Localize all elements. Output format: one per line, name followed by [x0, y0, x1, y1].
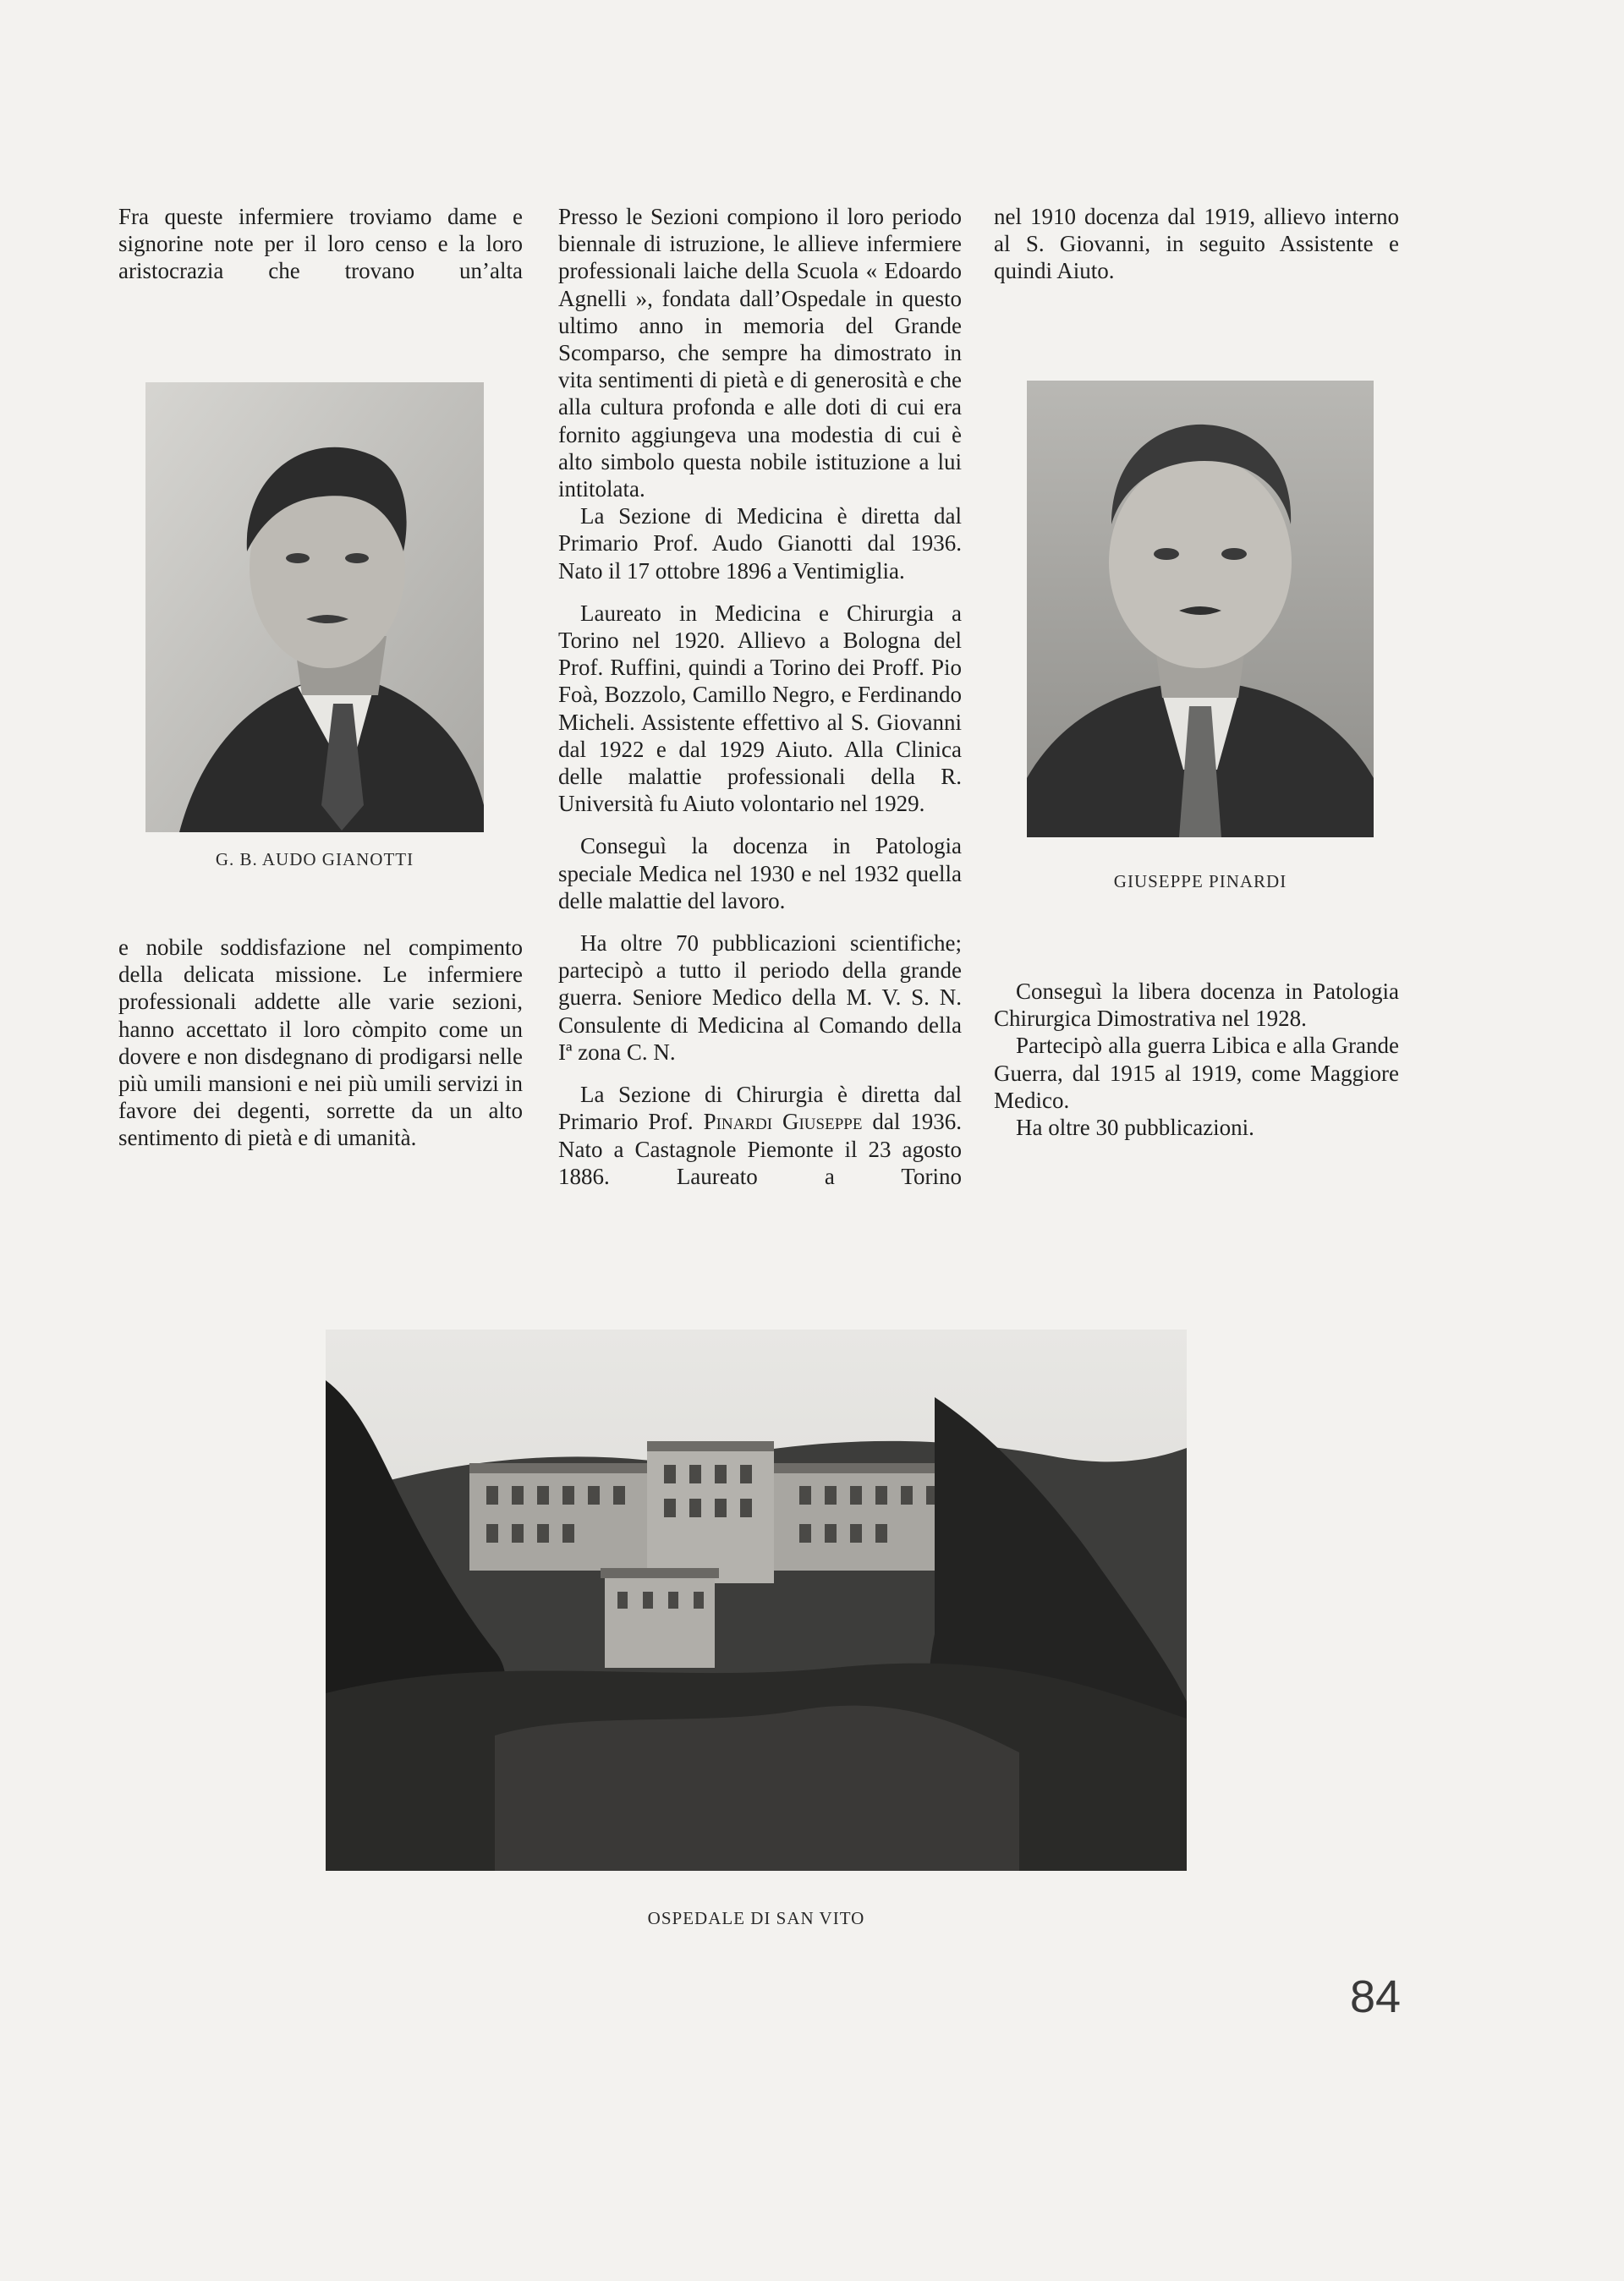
caption-giuseppe-pinardi: GIUSEPPE PINARDI: [1113, 871, 1287, 891]
column-2: [558, 203, 962, 1190]
column-1-top: [118, 203, 523, 285]
column-1-bottom: [118, 934, 523, 1152]
col3-paragraph-3: Ha oltre 30 pubblicazioni.: [1016, 1115, 1254, 1141]
col3-paragraph-1: Conseguì la libera docenza in Patologia Chirurgica Dimostrativa nel 1928.: [994, 979, 1399, 1032]
col1-top-text: Fra queste infermiere troviamo dame e signorine note per il loro censo e la loro aristocrazia che trovano un’alta: [118, 204, 523, 284]
photo-ospedale-san-vito: [326, 1330, 1187, 1871]
page-number: 84: [1350, 1971, 1402, 2022]
col2-paragraph-6: [558, 1081, 962, 1190]
col1-bottom-text: e nobile soddisfazione nel compimento della delicata missione. Le infermiere professionali addette alle varie sezioni, hanno accettato il loro còmpito come un dovere e non disdegnano di prodigarsi nelle più umili mansioni e nei più umili servizi in favore dei degenti, sorrette da un alto sentimento di pietà e di umanità.: [118, 935, 523, 1151]
portrait-giuseppe-pinardi: [1027, 381, 1374, 837]
portrait-gianotti-image: [145, 382, 484, 832]
col3-top-text: nel 1910 docenza dal 1919, allievo interno al S. Giovanni, in seguito Assistente e quindi Aiuto.: [994, 204, 1399, 284]
col2-paragraph-4: Conseguì la docenza in Patologia speciale Medica nel 1930 e nel 1932 quella delle malattie del lavoro.: [558, 833, 962, 913]
col2-paragraph-5: Ha oltre 70 pubblicazioni scientifiche; partecipò a tutto il periodo della grande guerra. Seniore Medico della M. V. S. N. Consulente di Medicina al Comando della Iª zona C. N.: [558, 930, 962, 1065]
col2-p6-start: La Sezione di Chirurgia è diretta dal Primario Prof.: [558, 1082, 962, 1135]
col3-paragraph-2: Partecipò alla guerra Libica e alla Grande Guerra, dal 1915 al 1919, come Maggiore Medico.: [994, 1033, 1399, 1113]
col2-p6-name: Pinardi Giuseppe: [703, 1109, 863, 1135]
portrait-audo-gianotti: [145, 382, 484, 832]
hospital-landscape-image: [326, 1330, 1187, 1871]
column-3-bottom: [994, 978, 1399, 1141]
column-3-top: [994, 203, 1399, 285]
col2-paragraph-2: La Sezione di Medicina è diretta dal Primario Prof. Audo Gianotti dal 1936. Nato il 17 ottobre 1896 a Ventimiglia.: [558, 503, 962, 584]
col2-p6-end: dal 1936. Nato a Castagnole Piemonte il 23 agosto 1886. Laureato a Torino: [558, 1109, 962, 1189]
caption-audo-gianotti: G. B. AUDO GIANOTTI: [215, 849, 414, 869]
col2-paragraph-3: Laureato in Medicina e Chirurgia a Torino nel 1920. Allievo a Bologna del Prof. Ruffini, quindi a Torino dei Proff. Pio Foà, Bozzolo, Camillo Negro, e Ferdinando Micheli. Assistente effettivo al S. Giovanni dal 1922 e dal 1929 Aiuto. Alla Clinica delle malattie professionali della R. Università fu Aiuto volontario nel 1929.: [558, 600, 962, 817]
caption-ospedale-san-vito: OSPEDALE DI SAN VITO: [647, 1908, 865, 1928]
col2-paragraph-1: Presso le Sezioni compiono il loro periodo biennale di istruzione, le allieve infermiere professionali laiche della Scuola « Edoardo Agnelli », fondata dall’Ospedale in questo ultimo anno in memoria del Grande Scomparso, che sempre ha dimostrato in vita sentimenti di pietà e di generosità e che alla cultura profonda e alle doti di cui era fornito aggiungeva una modestia di cui è alto simbolo questa nobile istituzione a lui intitolata.: [558, 204, 962, 502]
portrait-pinardi-image: [1027, 381, 1374, 837]
